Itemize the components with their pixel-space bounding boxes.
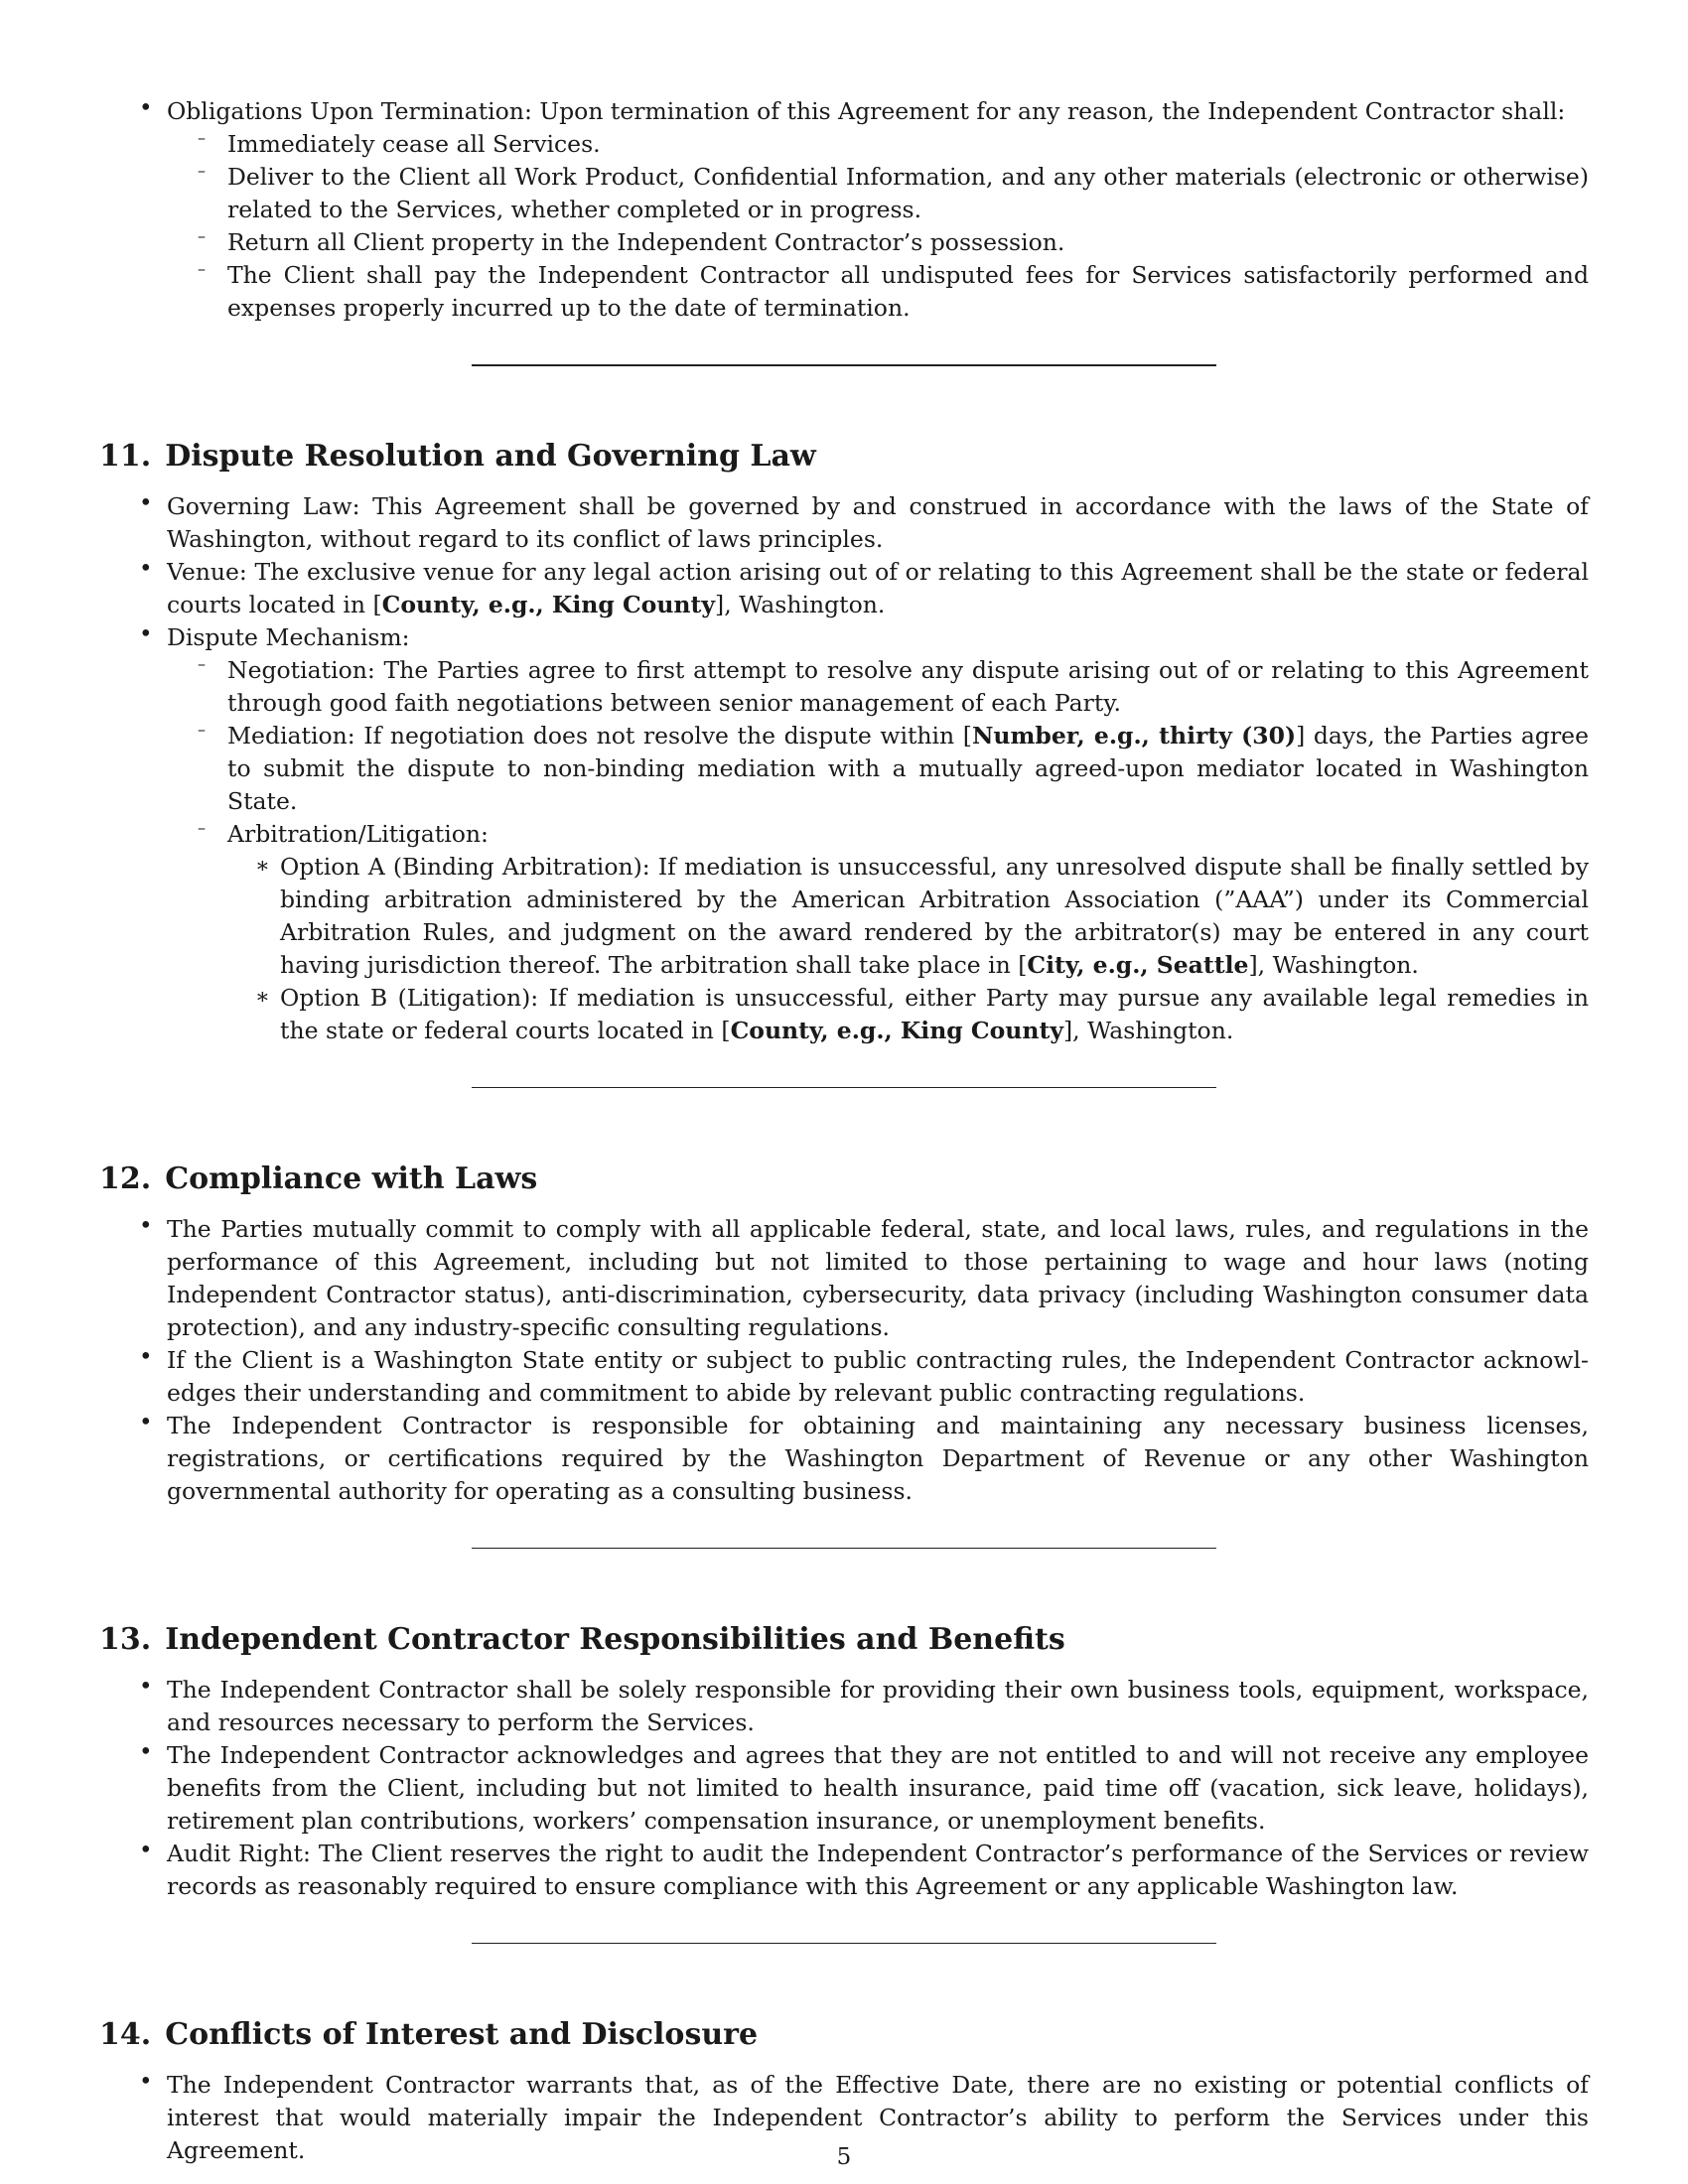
mediation-text: Mediation: If negotiation does not resolve the dispute within [Number, e.g., thirty (30)] days, the Parties agree to submit the dispute to non-binding mediation with a mutually agreed-upon mediator located in Washington State. [227,722,1589,815]
list-item-text: The Independent Contractor warrants that, as of the Effective Date, there are no existing or potential conflicts of interest that would materially impair the Independent Contractor’s ability to perform the Services under this Agreement. [167,2071,1589,2164]
list-item-text: The Independent Contractor is responsible for obtaining and maintaining any necessary business licenses, registrations, or certifications required by the Washington Department of Revenue or any other Washington governmental authority for operating as a consulting business. [167,1412,1589,1505]
bullet-icon: • [139,1739,153,1765]
placeholder-field: Number, e.g., thirty (30) [971,722,1297,750]
list-item [167,818,1589,1047]
list-item [139,490,1589,556]
section-12-list [99,1213,1589,1508]
section-divider [99,1903,1589,2017]
dash-icon: – [198,161,206,180]
section-heading [99,2017,1589,2053]
list-item [227,851,1589,982]
bullet-icon: • [139,621,153,647]
list-item [139,95,1589,325]
section-heading [99,1622,1589,1658]
list-item [167,259,1589,325]
bullet-icon: • [139,1674,153,1700]
dash-icon: – [198,226,206,245]
bullet-icon: • [139,556,153,582]
list-item-text: The Client shall pay the Independent Contractor all undisputed fees for Services satisfactorily performed and expenses properly incurred up to the date of termination. [227,261,1589,322]
section-heading [99,1161,1589,1197]
option-b-text: Option B (Litigation): If mediation is unsuccessful, either Party may pursue any available legal remedies in the state or federal courts located in [County, e.g., King County], Washington. [280,984,1589,1044]
bullet-icon: • [139,2069,153,2095]
dash-icon: – [198,654,206,673]
list-item [139,1739,1589,1838]
bullet-icon: • [139,1410,153,1435]
section-number: 14. [99,2017,152,2052]
dispute-sublist [167,654,1589,1047]
list-item-text: Deliver to the Client all Work Product, Confidential Information, and any other materials (electronic or otherwise) related to the Services, whether completed or in progress. [227,163,1589,223]
list-item-text: Audit Right: The Client reserves the right to audit the Independent Contractor’s performance of the Services or review records as reasonably required to ensure compliance with this Agreement or any applicable Washington law. [167,1840,1589,1900]
dash-icon: – [198,128,206,147]
list-item-text: Immediately cease all Services. [227,130,601,158]
arbitration-text: Arbitration/Litigation: [227,820,489,848]
list-item [167,128,1589,161]
bullet-icon: • [139,1213,153,1239]
bullet-icon: • [139,95,153,121]
section-divider [99,1047,1589,1161]
dash-icon: – [198,818,206,837]
list-item [167,654,1589,720]
list-item [167,720,1589,818]
termination-list [99,95,1589,325]
list-item [139,621,1589,1047]
bullet-icon: • [139,1344,153,1370]
bullet-icon: • [139,1838,153,1863]
termination-obligations-text: Obligations Upon Termination: Upon termination of this Agreement for any reason, the Independent Contractor shall: [167,97,1566,125]
list-item [167,226,1589,259]
section-divider [99,1508,1589,1622]
section-title: Conflicts of Interest and Disclosure [165,2017,759,2052]
list-item [139,1213,1589,1344]
section-title: Independent Contractor Responsibilities and Benefits [165,1622,1065,1657]
section-13-list [99,1674,1589,1903]
list-item-text: The Independent Contractor acknowledges and agrees that they are not entitled to and will not receive any employee benefits from the Client, including but not limited to health insurance, paid time off (vacation, sick leave, holidays), retirement plan contributions, workers’ compensation insurance, or unemployment benefits. [167,1741,1589,1835]
dispute-mechanism-text: Dispute Mechanism: [167,623,410,651]
bullet-icon: • [139,490,153,516]
list-item-text: The Independent Contractor shall be solely responsible for providing their own business tools, equipment, workspace, and resources necessary to perform the Services. [167,1676,1589,1736]
asterisk-icon: ∗ [255,985,270,1010]
section-number: 13. [99,1622,152,1657]
list-item-text: The Parties mutually commit to comply with all applicable federal, state, and local laws, rules, and regulations in the performance of this Agreement, including but not limited to those pertaining to wage and hour laws (noting Independent Contractor status), anti-discrimination, cybersecurity, data privacy (including Washington consumer data protection), and any industry-specific consulting regulations. [167,1215,1589,1341]
placeholder-field: City, e.g., Seattle [1027,951,1249,979]
list-item [227,982,1589,1047]
termination-sublist [167,128,1589,325]
section-heading [99,439,1589,475]
list-item [139,1410,1589,1508]
negotiation-text: Negotiation: The Parties agree to first attempt to resolve any dispute arising out of or relating to this Agreement through good faith negotiations between senior management of each Party. [227,656,1589,717]
list-item [167,161,1589,226]
section-divider [99,325,1589,439]
arbitration-options [227,851,1589,1047]
document-page [99,95,1589,2167]
list-item [139,1344,1589,1410]
page-number: 5 [836,2144,852,2170]
dash-icon: – [198,259,206,278]
governing-law-text: Governing Law: This Agreement shall be governed by and construed in accordance with the laws of the State of Washington, without regard to its conflict of laws principles. [167,492,1589,553]
section-title: Compliance with Laws [165,1161,538,1196]
venue-text: Venue: The exclusive venue for any legal action arising out of or relating to this Agreement shall be the state or federal courts located in [County, e.g., King County], Washington. [167,558,1589,618]
option-a-text: Option A (Binding Arbitration): If mediation is unsuccessful, any unresolved dispute shall be finally settled by binding arbitration administered by the American Arbitration Association (”AAA”) under its Commercial Arbitration Rules, and judgment on the award rendered by the arbitrator(s) may be entered in any court having jurisdiction thereof. The arbitration shall take place in [City, e.g., Seattle], Washington. [280,853,1589,979]
asterisk-icon: ∗ [255,854,270,879]
placeholder-field: County, e.g., King County [730,1017,1063,1044]
list-item-text: Return all Client property in the Independent Contractor’s possession. [227,228,1065,256]
section-11-list [99,490,1589,1047]
section-number: 12. [99,1161,152,1196]
list-item [139,1838,1589,1903]
list-item-text: If the Client is a Washington State entity or subject to public contracting rules, the Independent Contractor acknowledges their understanding and commitment to abide by relevant public contracting regulations. [167,1346,1589,1407]
dash-icon: – [198,720,206,739]
list-item [139,1674,1589,1739]
placeholder-field: County, e.g., King County [381,591,716,618]
section-number: 11. [99,439,152,474]
list-item [139,556,1589,621]
section-title: Dispute Resolution and Governing Law [165,439,816,474]
